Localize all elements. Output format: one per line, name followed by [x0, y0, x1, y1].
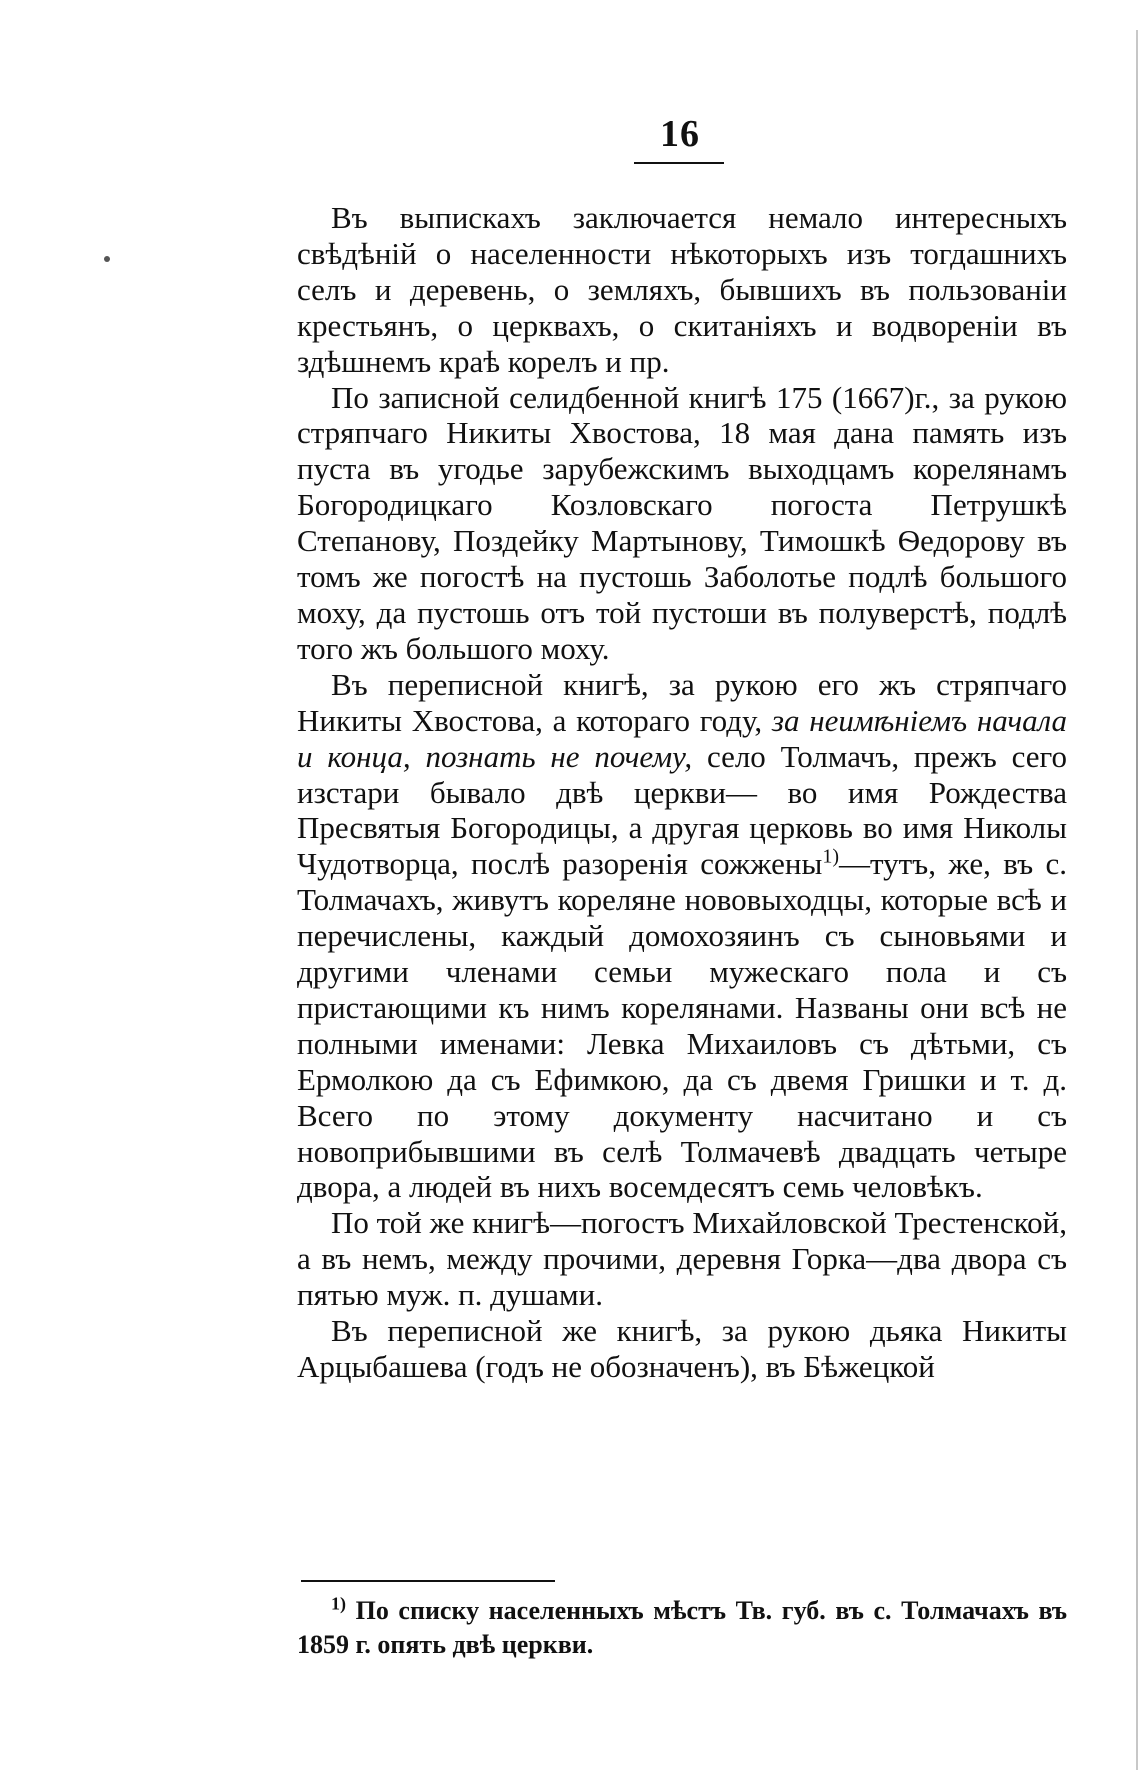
footnote-separator	[301, 1580, 555, 1582]
paragraph-3	[297, 667, 1067, 1206]
paragraph-3-middle: село Толмачъ, прежъ сего изстари бывало двѣ церкви— во имя Рождества Пресвятыя Богородицы, а другая церковь во имя Николы Чудотворца, послѣ разоренія сожжены	[297, 738, 1068, 882]
page-number-underline	[634, 162, 724, 164]
paragraph-5: Въ переписной же книгѣ, за рукою дьяка Никиты Арцыбашева (годъ не обозначенъ), въ Бѣжецкой	[297, 1313, 1067, 1384]
page-edge-shadow	[1136, 30, 1138, 1770]
paragraph-2: По записной селидбенной книгѣ 175 (1667)г., за рукою стряпчаго Никиты Хвостова, 18 мая дана память изъ пуста въ угодье зарубежскимъ выходцамъ корелянамъ Богородицкаго Козловскаго погоста Петрушкѣ Степанову, Поздейку Мартынову, Тимошкѣ Ѳедорову въ томъ же погостѣ на пустошь Заболотье подлѣ большого моху, да пустошь отъ той пустоши въ полуверстѣ, подлѣ того жъ большого моху.	[297, 379, 1067, 666]
paragraph-4: По той же книгѣ—погостъ Михайловской Трестенской, а въ немъ, между прочими, деревня Горка—два двора съ пятью муж. п. душами.	[297, 1205, 1067, 1313]
footnote	[297, 1594, 1067, 1662]
paragraph-1: Въ выпискахъ заключается немало интересныхъ свѣдѣній о населенности нѣкоторыхъ изъ тогдашнихъ селъ и деревень, о земляхъ, бывшихъ въ пользованіи крестьянъ, о церквахъ, о скитаніяхъ и водвореніи въ здѣшнемъ краѣ корелъ и пр.	[297, 200, 1067, 379]
footnote-text: По списку населенныхъ мѣстъ Тв. губ. въ с. Толмачахъ въ 1859 г. опять двѣ церкви.	[297, 1596, 1068, 1659]
body-text	[297, 200, 1067, 1385]
footnote-reference: 1)	[822, 845, 839, 868]
italic-quotation: за неимѣніемъ начала и конца, познать не почему,	[297, 702, 1067, 774]
margin-speck	[104, 256, 110, 262]
paragraph-3-rest: —тутъ, же, въ с. Толмачахъ, живутъ кореляне нововыходцы, которые всѣ и перечислены, каждый домохозяинъ съ сыновьями и другими членами семьи мужескаго пола и съ пристающими къ нимъ корелянами. Названы они всѣ не полными именами: Левка Михаиловъ съ дѣтьми, съ Ермолкою да съ Ефимкою, да съ двемя Гришки и т. д. Всего по этому документу насчитано и съ новоприбывшими въ селѣ Толмачевѣ двадцать четыре двора, а людей въ нихъ восемдесятъ семь человѣкъ.	[297, 846, 1067, 1205]
paragraph-3-lead: Въ переписной книгѣ, за рукою его жъ стряпчаго Никиты Хвостова, а котораго году,	[297, 666, 1067, 738]
footnote-mark: 1)	[331, 1593, 346, 1614]
page-number: 16	[660, 113, 700, 155]
